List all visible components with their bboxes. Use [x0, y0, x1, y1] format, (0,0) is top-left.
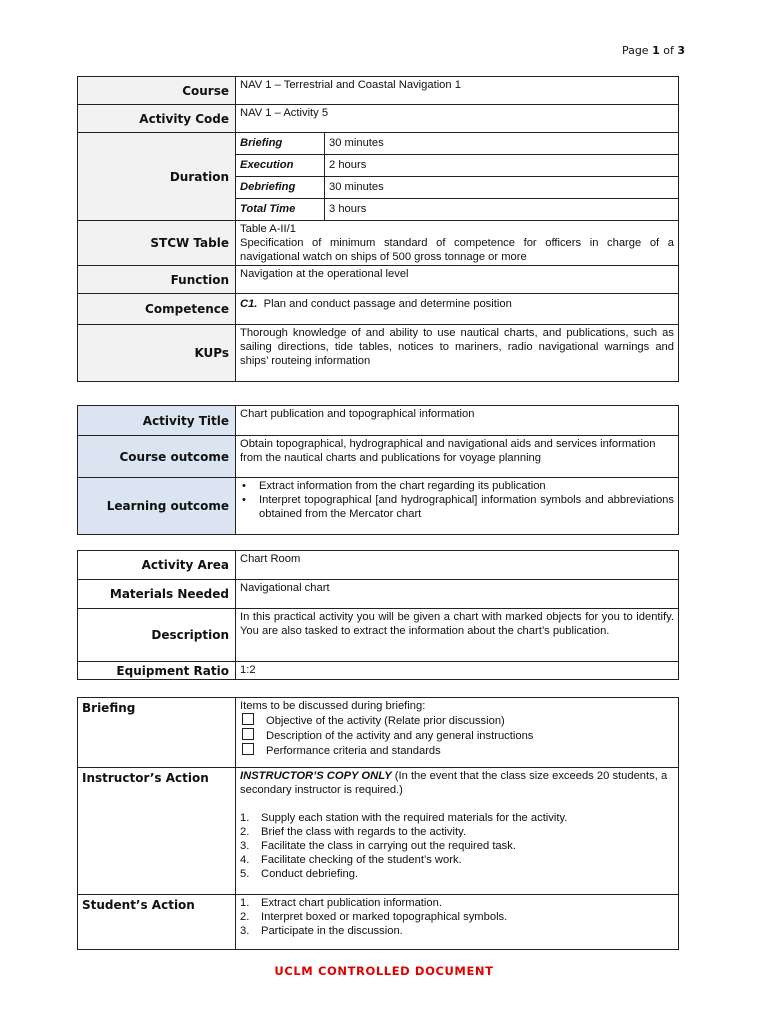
duration-key: Debriefing — [236, 177, 325, 199]
instructor-item: 5. Conduct debriefing. — [240, 868, 359, 880]
page-number — [622, 44, 685, 57]
briefing-item: Performance criteria and standards — [240, 743, 674, 758]
instructor-note-text: (In the event that the class size exceeds 20 students, a secondary instructor is required.) — [240, 770, 668, 796]
course-outcome-value: Obtain topographical, hydrographical and navigational aids and services information from the nautical charts and publications for voyage planning — [236, 436, 679, 478]
activity-title-label: Activity Title — [78, 406, 236, 436]
checkbox-icon — [242, 743, 254, 755]
stcw-value — [236, 221, 679, 266]
briefing-intro: Items to be discussed during briefing: — [240, 700, 426, 712]
student-action-value — [236, 895, 679, 950]
instructor-note — [240, 769, 674, 797]
instructor-item: 2. Brief the class with regards to the activity. — [240, 826, 466, 838]
instructor-item: 1. Supply each station with the required materials for the activity. — [240, 812, 568, 824]
description-value: In this practical activity you will be given a chart with marked objects for you to identify. You are also tasked to extract the information about the chart’s publication. — [236, 609, 679, 662]
duration-label: Duration — [78, 133, 236, 221]
competence-text: Plan and conduct passage and determine position — [263, 298, 512, 310]
briefing-label: Briefing — [78, 698, 236, 768]
activity-title-value: Chart publication and topographical information — [236, 406, 679, 436]
page-total: 3 — [677, 44, 685, 57]
equipment-ratio-value: 1:2 — [236, 662, 679, 680]
course-info-table — [77, 76, 679, 382]
briefing-item: Objective of the activity (Relate prior discussion) — [240, 713, 674, 728]
instructor-item: 4. Facilitate checking of the student’s work. — [240, 854, 462, 866]
duration-value: 30 minutes — [325, 177, 679, 199]
instructor-emph: INSTRUCTOR’S COPY ONLY — [240, 770, 392, 782]
instructor-action-label: Instructor’s Action — [78, 768, 236, 895]
description-label: Description — [78, 609, 236, 662]
function-value: Navigation at the operational level — [236, 266, 679, 294]
learning-outcome-item: • Extract information from the chart regarding its publication — [240, 479, 674, 493]
course-label: Course — [78, 77, 236, 105]
activity-area-table — [77, 550, 679, 680]
instructor-action-value — [236, 768, 679, 895]
materials-label: Materials Needed — [78, 580, 236, 609]
page-current: 1 — [652, 44, 660, 57]
activity-code-label: Activity Code — [78, 105, 236, 133]
checkbox-icon — [242, 713, 254, 725]
activity-outcome-table — [77, 405, 679, 535]
page-label: Page — [621, 44, 649, 57]
duration-table — [236, 133, 678, 220]
kups-value: Thorough knowledge of and ability to use nautical charts, and publications, such as sailing directions, tide tables, notices to mariners, radio navigational warnings and ships’ routeing information — [236, 325, 679, 382]
duration-key: Total Time — [236, 199, 325, 221]
page-of: of — [663, 44, 674, 57]
student-item: 1. Extract chart publication information. — [240, 897, 442, 909]
learning-outcome-label: Learning outcome — [78, 478, 236, 535]
materials-value: Navigational chart — [236, 580, 679, 609]
stcw-table-ref: Table A-II/1 — [240, 223, 296, 235]
action-table — [77, 697, 679, 950]
briefing-value — [236, 698, 679, 768]
duration-cell — [236, 133, 679, 221]
activity-area-label: Activity Area — [78, 551, 236, 580]
checkbox-icon — [242, 728, 254, 740]
duration-key: Briefing — [236, 133, 325, 155]
equipment-ratio-label: Equipment Ratio — [78, 662, 236, 680]
kups-label: KUPs — [78, 325, 236, 382]
stcw-label: STCW Table — [78, 221, 236, 266]
student-action-label: Student’s Action — [78, 895, 236, 950]
controlled-document-footer: UCLM CONTROLLED DOCUMENT — [274, 964, 494, 978]
briefing-item: Description of the activity and any general instructions — [240, 728, 674, 743]
duration-key: Execution — [236, 155, 325, 177]
function-label: Function — [78, 266, 236, 294]
activity-area-value: Chart Room — [236, 551, 679, 580]
duration-value: 30 minutes — [325, 133, 679, 155]
competence-value — [236, 294, 679, 325]
course-outcome-label: Course outcome — [78, 436, 236, 478]
instructor-item: 3. Facilitate the class in carrying out the required task. — [240, 840, 516, 852]
stcw-spec: Specification of minimum standard of competence for officers in charge of a navigational watch on ships of 500 gross tonnage or more — [240, 237, 674, 263]
activity-code-value: NAV 1 – Activity 5 — [236, 105, 679, 133]
student-item: 2. Interpret boxed or marked topographical symbols. — [240, 911, 508, 923]
learning-outcome-item: • Interpret topographical [and hydrographical] information symbols and abbreviations obtained from the Mercator chart — [240, 493, 674, 521]
learning-outcome-value — [236, 478, 679, 535]
duration-value: 3 hours — [329, 203, 367, 215]
competence-label: Competence — [78, 294, 236, 325]
competence-code: C1. — [240, 298, 258, 310]
course-value: NAV 1 – Terrestrial and Coastal Navigation 1 — [236, 77, 679, 105]
student-item: 3. Participate in the discussion. — [240, 925, 403, 937]
duration-value: 2 hours — [325, 155, 679, 177]
